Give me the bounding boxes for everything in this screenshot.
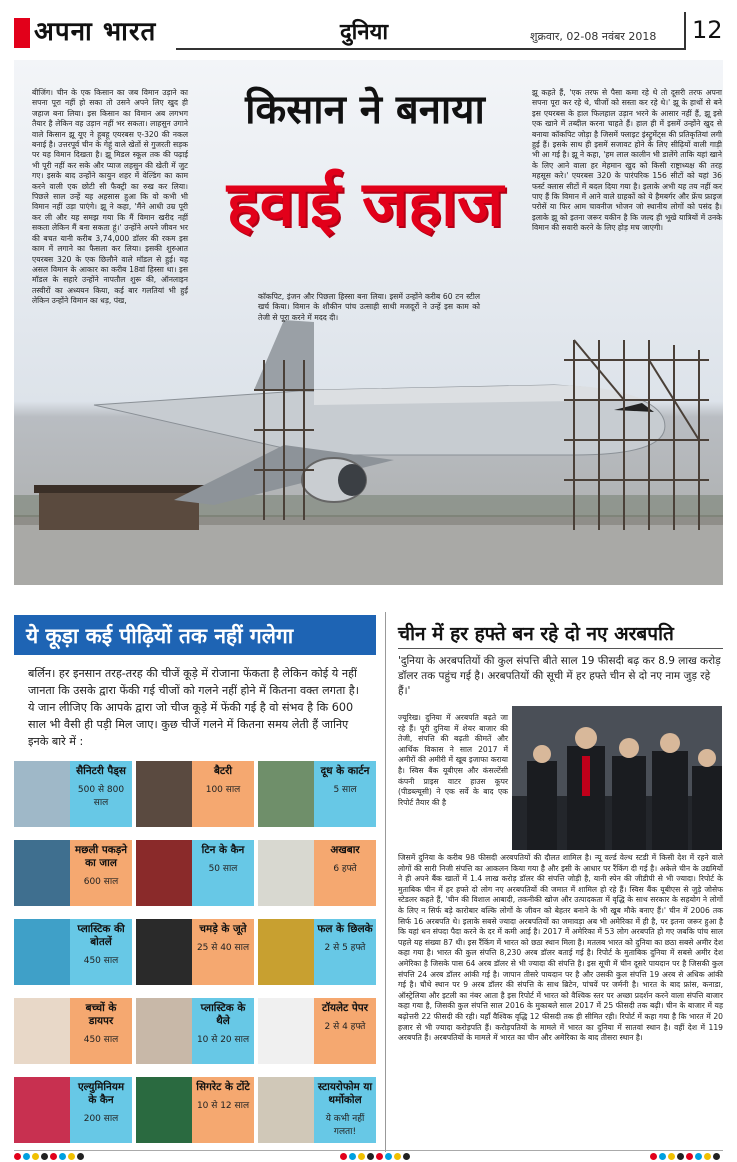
- waste-item-name: बच्चों के डायपर: [85, 1002, 117, 1027]
- billionaires-photo: [512, 706, 722, 850]
- waste-item-duration: 200 साल: [83, 1114, 119, 1124]
- waste-item-duration: 10 से 20 साल: [196, 1035, 250, 1045]
- registration-dot: [695, 1153, 702, 1160]
- registration-dot: [340, 1153, 347, 1160]
- waste-item-image: [136, 919, 192, 985]
- registration-dot: [385, 1153, 392, 1160]
- waste-item-image: [258, 998, 314, 1064]
- china-pull-quote: 'दुनिया के अरबपतियों की कुल संपत्ति बीते साल 19 फीसदी बढ़ कर 8.9 लाख करोड़ डॉलर तक पहुंच गई है। अरबपतियों की सूची में हर हफ्ते चीन से दो नए नाम जुड़ रहे हैं।': [398, 655, 721, 697]
- brand-red-bar: [14, 18, 30, 48]
- waste-item-name: सिगरेट के टोंटे: [196, 1081, 250, 1093]
- top-story-column-1: बीजिंग। चीन के एक किसान का जब विमान उड़ाने का सपना पूरा नहीं हो सका तो उसने अपने लिए खुद ही जहाज बना लिया। इस किसान का विमान अब लगभग तैयार है लेकिन वह उड़ान नहीं भर सकता। लाहसुन उगाने वाले किसान झू यूए ने हूबहू एयरबस ए-320 की नकल बनाई है। उत्तरपूर्व चीन के गेहूं वाले खेतों से गुजरती सड़क पर यह विमान दिखता है। झू मिडल स्कूल तक की पढ़ाई भी पूरी नहीं कर सके और प्याज लहसुन की खेती में जुट गए। इसके बाद उन्होंने कायुन शहर में वेल्डिंग का काम करने वाली एक छोटी सी फैक्ट्री का रुख कर लिया। पिछले साल उन्हें यह अहसास हुआ कि वो कभी भी विमान नहीं उड़ा पाएंगे। झू ने कहा, 'मैंने आधी उम्र पूरी कर ली और यह समझ गया कि मैं विमान खरीद नहीं सकता लेकिन मैं बना सकता हूं।' उन्होंने अपने जीवन भर की बचत यानी करीब 3,74,000 डॉलर की रकम इस काम में लगाने का फैसला कर लिया। इसकी शुरुआत एयरबस 320 के एक छिलौने वाले मॉडल से हुई। यह असल विमान के आकार का करीब 18वां हिस्सा था। इस मॉडल के सहारे उन्होंने नापतौल शुरू की, ऑनलाइन तस्वीरों का अध्ययन किया, कई बार गलतियां भी हुईं लेकिन उन्होंने विमान का धड़, पंख,: [32, 88, 188, 306]
- waste-item-name: प्लास्टिक की बोतलें: [77, 923, 125, 948]
- waste-item-image: [258, 761, 314, 827]
- registration-dot: [358, 1153, 365, 1160]
- waste-item-image: [136, 998, 192, 1064]
- waste-item-name: सैनिटरी पैड्स: [76, 765, 126, 777]
- waste-item-name: अखबार: [330, 844, 360, 856]
- registration-dot: [367, 1153, 374, 1160]
- waste-item-duration: 10 से 12 साल: [196, 1101, 250, 1111]
- china-headline: चीन में हर हफ्ते बन रहे दो नए अरबपति: [398, 623, 674, 645]
- registration-dot: [376, 1153, 383, 1160]
- top-story-column-3: झू कहते हैं, 'एक तरफ से पैसा कमा रहे थे तो दूसरी तरफ अपना सपना पूरा कर रहे थे, चीजों को सस्ता कर रहे थे।' झू के हाथों से बने इस एयरबस के हाल फिलहाल उड़ान भरने के आसार नहीं हैं, झू इसे एक खाने में तब्दील करना चाहते हैं। हाल ही में इसमें उन्होंने खुद से बनाया कॉकपिट जोड़ा है जिसमें फ्लाइट इंस्ट्रूमेंट्स की प्रतिकृतियां लगी हुई हैं। इसके साथ ही इसमें सजावट होने के लिए सीढ़ियों वाली गाड़ी भी आ गई है। झू ने कहा, 'हम लाल कालीन भी डालेंगे ताकि यहां खाने के लिए आने वाला हर मेहमान खुद को किसी राष्ट्राध्यक्ष की तरह महसूस करे।' एयरबस 320 के पारंपरिक 156 सीटों को यहां 36 फर्स्ट क्लास सीटों में बदल दिया गया है। इलाके अभी यह तय नहीं कर पाए हैं कि विमान में आने वाले ग्राहकों को ये हैमबर्गर और फ्रेंच फ्राइज परोसें या फिर आम चावनीज भोजन जो स्थानीय लोगों को पसंद है। इलाके झू को इतना जरूर यकीन है कि जल्द ही भूखे यात्रियों में उनके विमान की सवारी करने के लिए होड़ मच जाएगी।: [532, 88, 722, 233]
- registration-dots-center: [340, 1153, 410, 1161]
- masthead: [0, 0, 737, 52]
- waste-item-image: [14, 998, 70, 1064]
- waste-item: [258, 761, 376, 827]
- waste-item-image: [136, 761, 192, 827]
- waste-item-image: [14, 840, 70, 906]
- waste-item: [258, 998, 376, 1064]
- waste-item-duration: ये कभी नहीं गलता!: [325, 1114, 365, 1137]
- registration-dot: [41, 1153, 48, 1160]
- waste-item: [258, 919, 376, 985]
- waste-item-image: [14, 1077, 70, 1143]
- waste-item: [14, 761, 132, 827]
- issue-date: शुक्रवार, 02-08 नवंबर 2018: [530, 30, 657, 43]
- registration-dots-right: [650, 1153, 720, 1161]
- waste-item-duration: 450 साल: [83, 1035, 119, 1045]
- waste-item: [136, 998, 254, 1064]
- china-body-part-1: ज्यूरिख। दुनिया में अरबपति बढ़ते जा रहे हैं। पूरी दुनिया में शेयर बाजार की तेजी, संपत्ति की बढ़ती कीमतें और आर्थिक विकास ने साल 2017 में अमीरों की अमीरी में खूब इजाफा कराया है। स्विस बैंक यूबीएस और कंसल्टेंसी कंपनी प्राइस वाटर हाउस कूपर (पीडब्ल्यूसी) ने एक सर्वे के बाद एक रिपोर्ट तैयार की है: [398, 713, 508, 807]
- waste-item-name: दूध के कार्टन: [320, 765, 370, 777]
- waste-item: [14, 919, 132, 985]
- waste-item: [14, 840, 132, 906]
- registration-dot: [23, 1153, 30, 1160]
- registration-dot: [32, 1153, 39, 1160]
- waste-item-name: प्लास्टिक के थैले: [200, 1002, 246, 1027]
- footer-rule: [14, 1150, 723, 1151]
- waste-box-intro: बर्लिन। हर इनसान तरह-तरह की चीजें कूड़े में रोजाना फेंकता है लेकिन कोई ये नहीं जानता कि उसके द्वारा फेंकी गई चीजों को गलने नहीं होने में कितना वक्त लगता है। ये जान लीजिए कि आपके द्वारा जो चीज कूड़े में फेंकी गई है वो संभव है कि 600 साल भी वैसी ही पड़ी मिल जाए। कुछ चीजें गलने में कितना समय लेती हैं जानिए इनके बारे में :: [28, 667, 359, 748]
- top-headline-line-1: किसान ने बनाया: [245, 86, 485, 133]
- waste-item-duration: 2 से 5 हफ्ते: [324, 943, 366, 953]
- registration-dot: [14, 1153, 21, 1160]
- waste-item-image: [14, 761, 70, 827]
- waste-item-duration: 5 साल: [333, 785, 357, 795]
- waste-item-duration: 25 से 40 साल: [196, 943, 250, 953]
- waste-item: [14, 1077, 132, 1143]
- waste-item-image: [258, 919, 314, 985]
- page-number: 12: [692, 16, 723, 44]
- registration-dot: [650, 1153, 657, 1160]
- masthead-rule: [176, 48, 686, 50]
- waste-item-image: [14, 919, 70, 985]
- registration-dot: [394, 1153, 401, 1160]
- top-headline-line-2: हवाई जहाज: [226, 167, 504, 240]
- registration-dots-left: [14, 1153, 84, 1161]
- waste-item-duration: 100 साल: [205, 785, 241, 795]
- waste-box-title: ये कूड़ा कई पीढ़ियों तक नहीं गलेगा: [14, 615, 376, 655]
- waste-item: [136, 761, 254, 827]
- waste-item: [136, 1077, 254, 1143]
- waste-item: [136, 840, 254, 906]
- waste-item-duration: 450 साल: [83, 956, 119, 966]
- registration-dot: [668, 1153, 675, 1160]
- registration-dot: [50, 1153, 57, 1160]
- waste-item-name: एल्युमिनियम के कैन: [77, 1081, 125, 1106]
- waste-item-name: बैटरी: [213, 765, 233, 777]
- waste-items-grid: [14, 761, 376, 1149]
- registration-dot: [686, 1153, 693, 1160]
- waste-item: [258, 840, 376, 906]
- waste-item-name: टॉयलेट पेपर: [322, 1002, 368, 1014]
- registration-dot: [59, 1153, 66, 1160]
- waste-item-image: [258, 1077, 314, 1143]
- waste-item: [258, 1077, 376, 1143]
- registration-dot: [677, 1153, 684, 1160]
- registration-dot: [77, 1153, 84, 1160]
- waste-item-duration: 600 साल: [83, 877, 119, 887]
- waste-item-name: फल के छिलके: [317, 923, 373, 935]
- waste-item-duration: 6 हफ्ते: [333, 864, 357, 874]
- section-title: दुनिया: [340, 20, 389, 45]
- waste-item-duration: 2 से 4 हफ्ते: [324, 1022, 366, 1032]
- waste-item-name: टिन के कैन: [201, 844, 245, 856]
- china-headline-rule: [398, 648, 723, 649]
- china-body-part-2: जिसमें दुनिया के करीब 98 फीसदी अरबपतियों की दौलत शामिल है। न्यू वर्ल्ड वेल्थ स्टडी में किसी देश में रहने वाले लोगों की सारी निजी संपत्ति का आकलन किया गया है और इसी के आधार पर रैंकिंग दी गई है। अकेले चीन के उद्यमियों ने ही अपने बैंक खातों में 1.4 लाख करोड़ डॉलर की संपत्ति जोड़ी है, यानी स्पेन की जीडीपी से भी ज्यादा। रिपोर्ट के मुताबिक चीन में हर हफ्ते दो लोग नए अरबपतियों की जमात में शामिल हो रहे हैं। स्विस बैंक यूबीएस से जुड़े जोसेफ स्टेडलर कहते हैं, 'चीन की विशाल आबादी, तकनीकी खोज और उत्पादकता में वृद्धि के साथ सरकार के सहयोग ने लोगों के लिए न सिर्फ बड़े कारोबार बल्कि लोगों के जीवन को बेहतर बनाने के भी खूब मौके बनाए हैं।' चीन में 2006 तक सिर्फ 16 अरबपति थे। इलाके सबसे ज्यादा अरबपतियों का जमावड़ा अब भी अमेरिका में ही है, पर इतना जरूर हुआ है कि यहां धन संपदा पैदा करने के दर में कमी आई है। 2017 में अमेरिका में 53 लोग अरबपति हो गए जबकि पांच साल पहले यह संख्या 87 थी। इस रैंकिंग में भारत को छठा स्थान मिला है। मतलब भारत को दुनिया का छठा सबसे अमीर देश कहा गया है। भारत की कुल संपत्ति 8,230 अरब डॉलर बताई गई है। रिपोर्ट के मुताबिक दुनिया में सबसे अमीर देश अमेरिका है जिसके पास 64 अरब डॉलर से भी ज्यादा की संपत्ति है। इस सूची में चीन दूसरे पायदान पर है जिसकी कुल संपत्ति 24 अरब डॉलर आंकी गई है। जापान तीसरे पायदान पर है और उसकी कुल संपत्ति 19 अरब से अधिक आंकी गई है। चौथे स्थान पर 9 अरब डॉलर की संपत्ति के साथ ब्रिटेन, पांचवें पर जर्मनी है। भारत के बाद फ्रांस, कनाडा, ऑस्ट्रेलिया और इटली का नंबर आता है इस रिपोर्ट में भारत को वैश्विक स्तर पर अच्छा प्रदर्शन करने वाला संपत्ति बाजार कहा गया है, जिसकी कुल संपत्ति साल 2016 के मुकाबले साल 2017 में 25 फीसदी तक बढ़ी। चीन के बाजार में यह बढ़ोत्तरी 22 फीसदी की रही। यहाँ वैश्विक वृद्धि 12 फीसदी तक ही सीमित रही। रिपोर्ट में कहा गया है कि भारत में 20 हजार से भी ज्यादा करोड़पति हैं। करोड़पतियों के मामले में भारत का दुनिया में सातवां स्थान है। वहीं देश में 119 अरबपति हैं। अरबपतियों के मामले में भारत का चीन और अमेरिका के बाद तीसरा स्थान है।: [398, 853, 723, 1043]
- registration-dot: [713, 1153, 720, 1160]
- waste-item-name: मछली पकड़ने का जाल: [74, 844, 128, 869]
- waste-item: [14, 998, 132, 1064]
- top-story-column-2: कॉकपिट, इंजन और पिछला हिस्सा बना लिया। इसमें उन्होंने करीब 60 टन स्टील खर्च किया। विमान के शौकीन पांच उत्साही साथी मजदूरों ने उन्हें इस काम को तेजी से पूरा करने में मदद दी।: [258, 292, 480, 322]
- waste-item-duration: 50 साल: [208, 864, 238, 874]
- waste-item: [136, 919, 254, 985]
- waste-item-name: स्टायरोफोम या थर्मोकोल: [317, 1081, 373, 1106]
- column-divider: [385, 612, 386, 1152]
- waste-item-image: [136, 840, 192, 906]
- newspaper-brand: अपना भारत: [34, 17, 157, 47]
- waste-item-duration: 500 से 800 साल: [77, 785, 125, 808]
- registration-dot: [659, 1153, 666, 1160]
- registration-dot: [68, 1153, 75, 1160]
- waste-item-image: [258, 840, 314, 906]
- registration-dot: [403, 1153, 410, 1160]
- waste-item-name: चमड़े के जूते: [199, 923, 247, 935]
- registration-dot: [704, 1153, 711, 1160]
- page-number-divider: [684, 12, 686, 48]
- registration-dot: [349, 1153, 356, 1160]
- waste-item-image: [136, 1077, 192, 1143]
